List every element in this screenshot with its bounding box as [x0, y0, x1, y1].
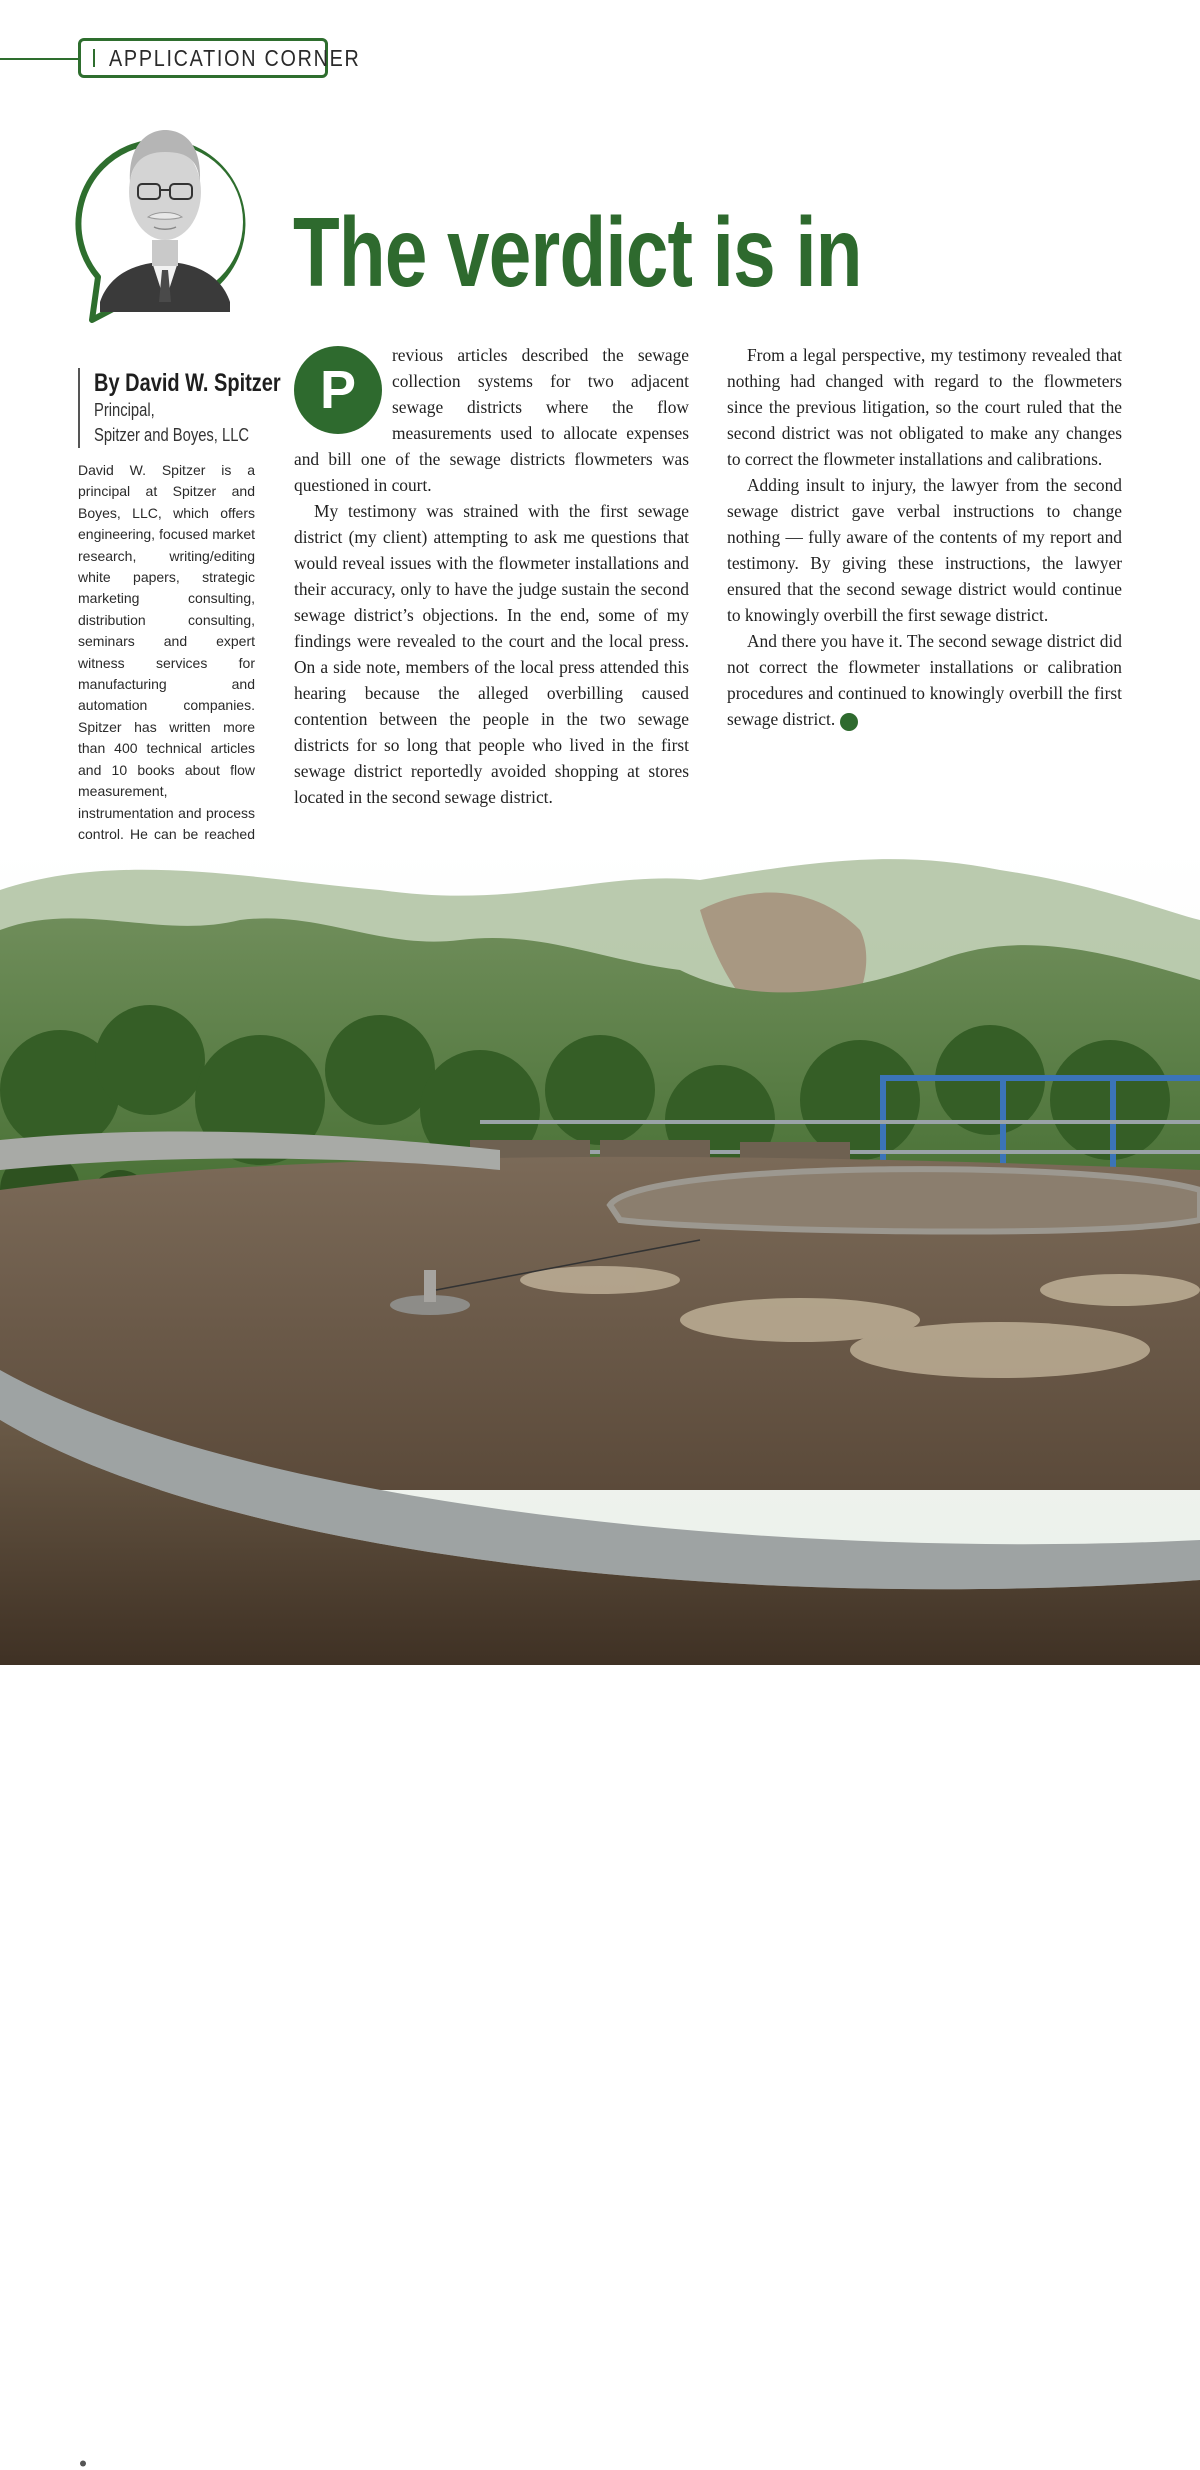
- end-mark-icon: FI: [840, 713, 858, 731]
- author-name: By David W. Spitzer: [94, 369, 281, 397]
- drop-cap: P: [294, 346, 382, 434]
- section-label: APPLICATION CORNER: [109, 45, 361, 71]
- paragraph-text: And there you have it. The second sewage district did not correct the flowmeter installations or calibration procedures and continued to knowingly overbill the first sewage district.: [727, 631, 1122, 729]
- photo-credit: [74, 2454, 343, 2470]
- photo-credit-text: 27977993 © Pa2011 | Dreamstime.com: [98, 2454, 343, 2470]
- author-portrait: [70, 112, 260, 327]
- author-role: Principal,: [94, 400, 155, 420]
- section-tab-bar: [93, 49, 95, 67]
- camera-icon: [74, 2456, 92, 2469]
- paragraph: [727, 628, 1122, 732]
- paragraph: From a legal perspective, my testimony revealed that nothing had changed with regard to the flowmeters since the previous litigation, so the court ruled that the second district was not obligated to make any changes to correct the flowmeter installations and calibrations.: [727, 345, 1122, 469]
- article-column-1: [294, 342, 689, 810]
- author-bio: David W. Spitzer is a principal at Spitzer and Boyes, LLC, which offers engineering, focused market research, writing/editing white papers, strategic marketing consulting, distribution consulting, seminars and expert witness services for manufacturing and automation companies. Spitzer has written more than 400 technical articles and 10 books about flow measurement, instrumentation and process control. He can be reached: [78, 462, 255, 842]
- header-rule: [0, 58, 80, 60]
- treatment-plant-photo: [0, 850, 1200, 2470]
- article-headline: The verdict is in: [293, 197, 862, 307]
- paragraph: My testimony was strained with the first sewage district (my client) attempting to ask me questions that would reveal issues with the flowmeter installations and their accuracy, only to have the judge sustain the second sewage district’s objections. In the end, some of my findings were revealed to the court and the local press. On a side note, members of the local press attended this hearing because the alleged overbilling caused contention between the people in the two sewage districts for so long that people who lived in the first sewage district reportedly avoided shopping at stores located in the second sewage district.: [294, 501, 689, 807]
- article-column-2: [727, 342, 1122, 732]
- author-company: Spitzer and Boyes, LLC: [94, 425, 250, 445]
- section-tab: [78, 38, 361, 78]
- paragraph: revious articles described the sewage collection systems for two adjacent sewage districts where the flow measurements used to allocate expenses and bill one of the sewage districts flowmeters was questioned in court.: [294, 345, 689, 495]
- paragraph: Adding insult to injury, the lawyer from the second sewage district gave verbal instructions to change nothing — fully aware of the contents of my report and testimony. By giving these instructions, the lawyer ensured that the second sewage district would continue to knowingly overbill the first sewage district.: [727, 475, 1122, 625]
- byline: [78, 368, 281, 448]
